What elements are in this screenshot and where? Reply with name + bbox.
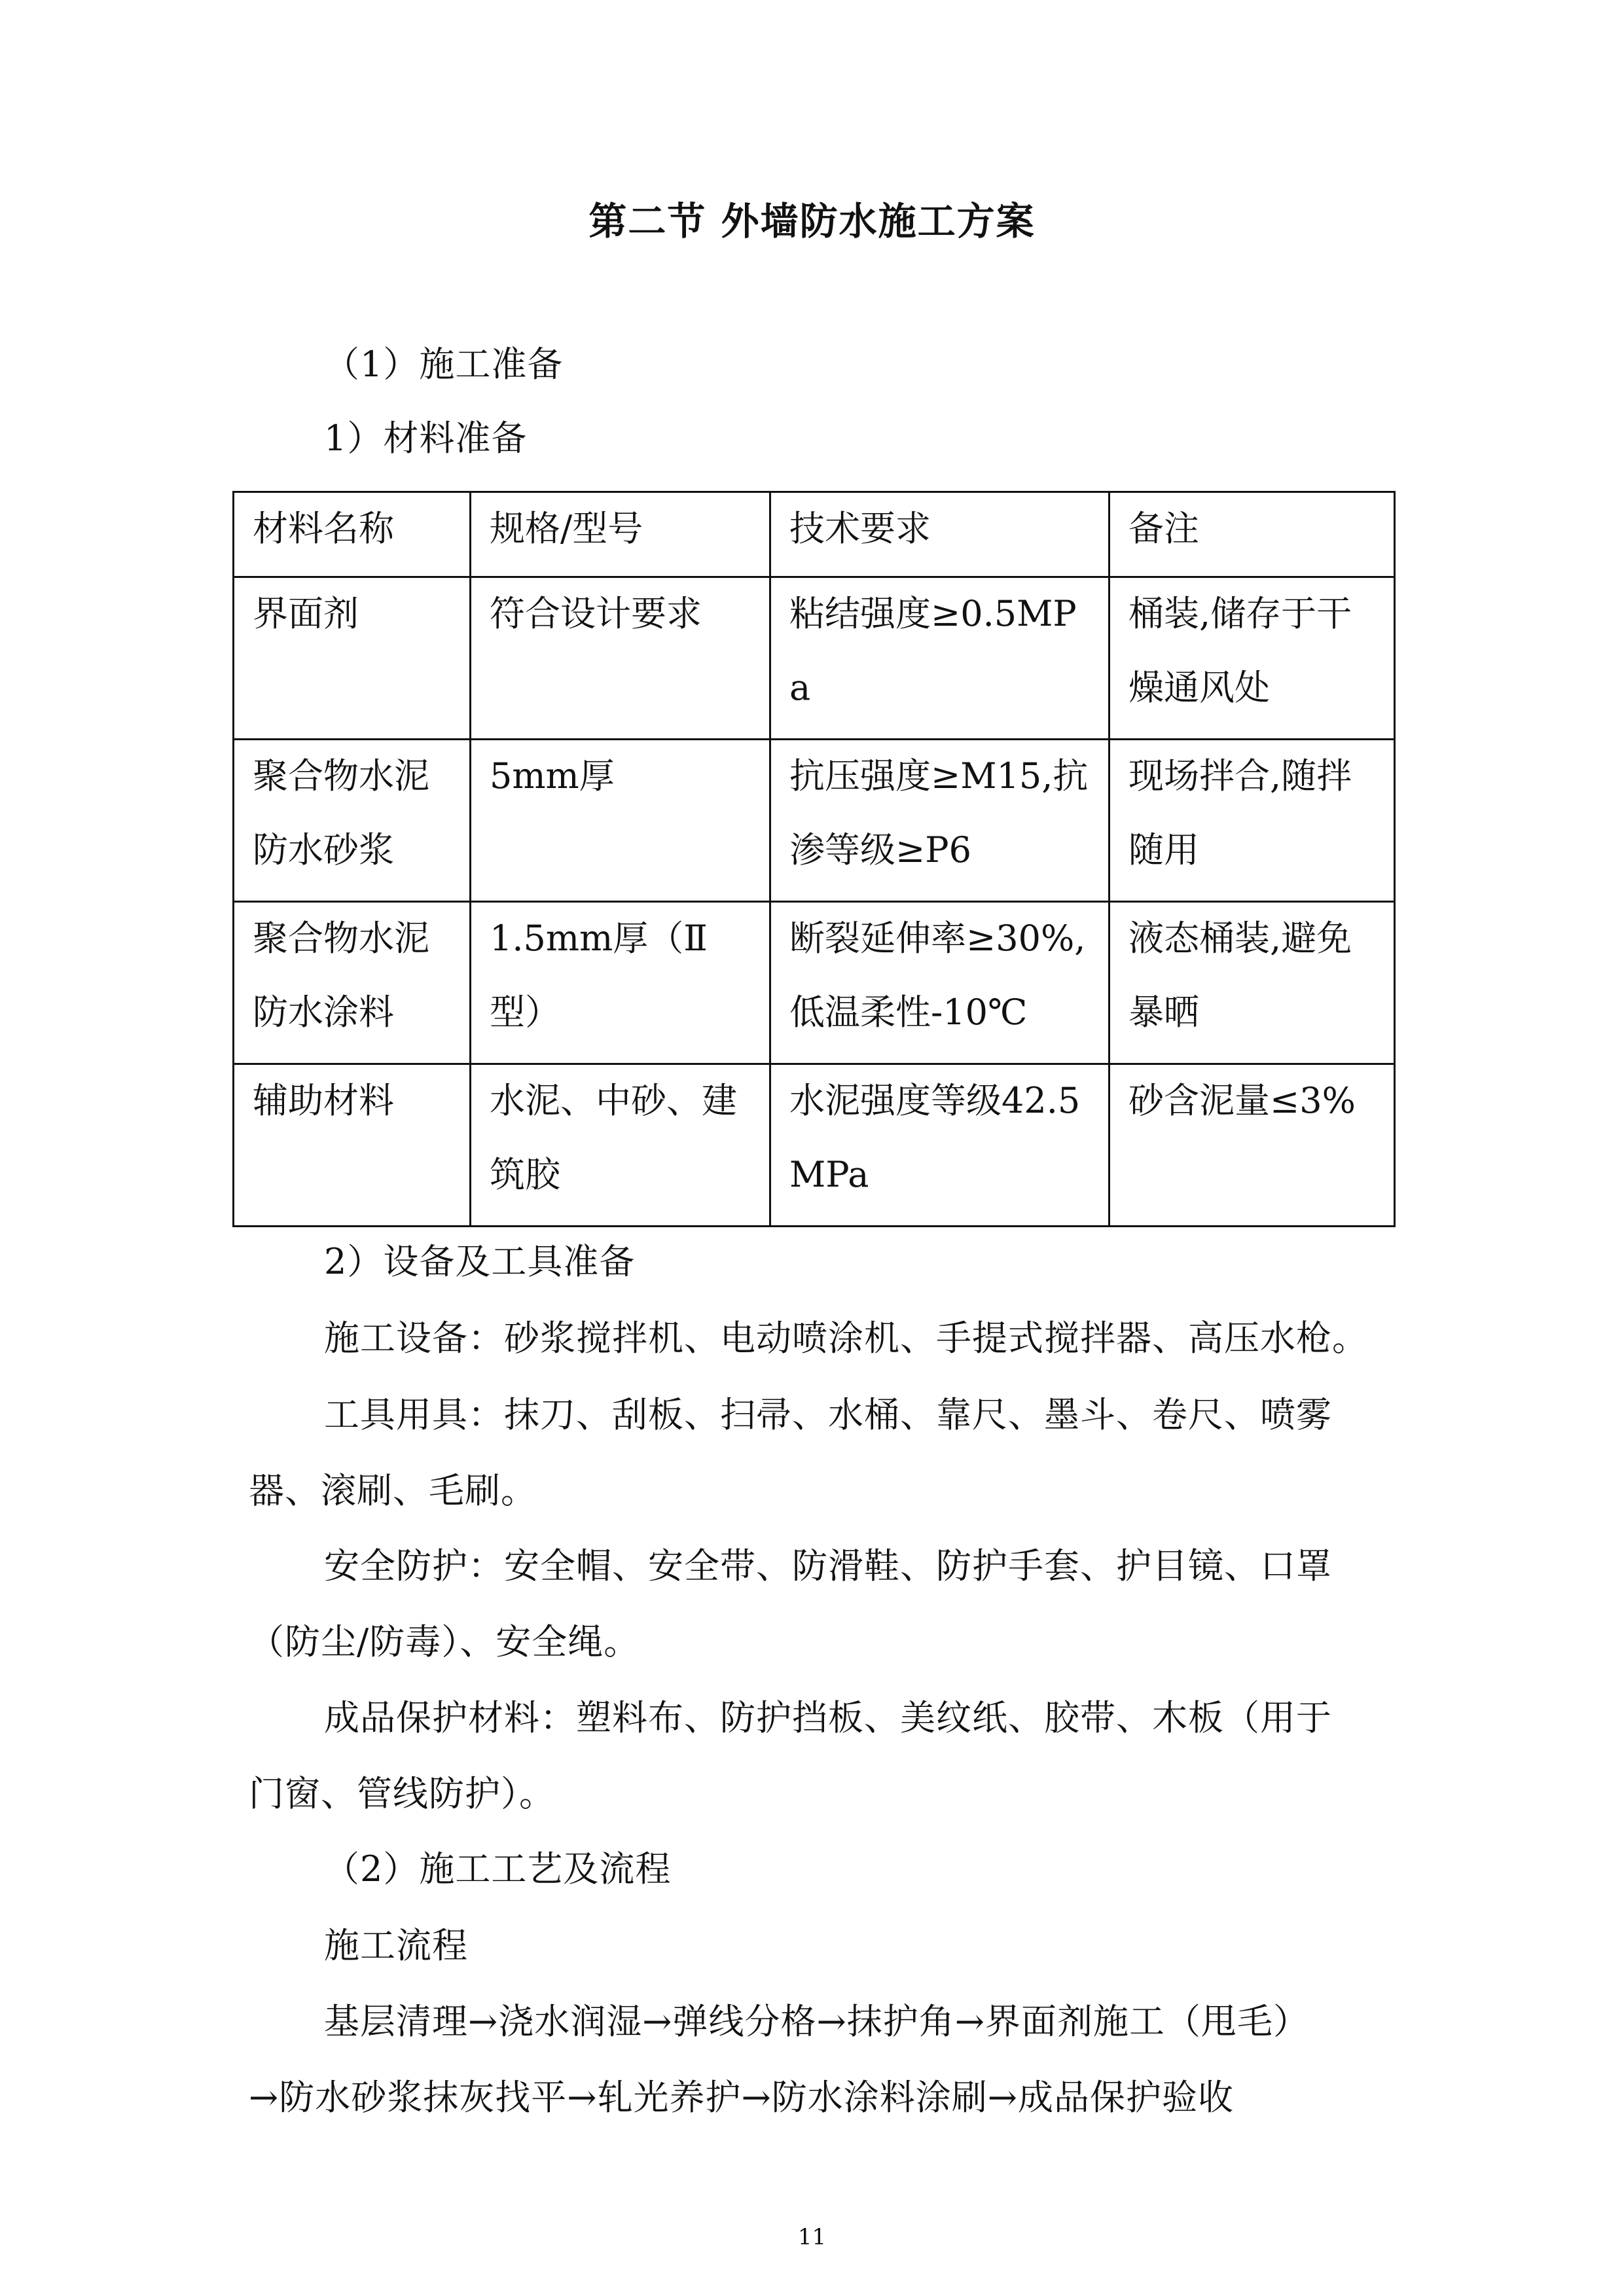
table-row [234, 740, 1395, 902]
table-row [234, 1064, 1395, 1227]
table-cell: 辅助材料 [234, 1064, 471, 1227]
flow-paragraph-line2: →防水砂浆抹灰找平→轧光养护→防水涂料涂刷→成品保护验收 [249, 2077, 1234, 2118]
equipment-paragraph: 施工设备：砂浆搅拌机、电动喷涂机、手提式搅拌器、高压水枪。 [324, 1318, 1368, 1359]
table-cell: 断裂延伸率≥30%,低温柔性-10℃ [770, 902, 1110, 1064]
table-cell: 聚合物水泥防水砂浆 [234, 740, 471, 902]
table-cell: 水泥强度等级42.5MPa [770, 1064, 1110, 1227]
subheading-equipment-preparation: 2）设备及工具准备 [324, 1241, 636, 1282]
subheading-material-preparation: 1）材料准备 [324, 418, 528, 459]
section-heading-preparation: （1）施工准备 [324, 344, 564, 385]
table-row [234, 902, 1395, 1064]
table-cell: 1.5mm厚（Ⅱ型） [471, 902, 770, 1064]
table-cell: 界面剂 [234, 577, 471, 740]
table-cell: 抗压强度≥M15,抗渗等级≥P6 [770, 740, 1110, 902]
section-heading-process: （2）施工工艺及流程 [324, 1848, 672, 1890]
table-cell: 5mm厚 [471, 740, 770, 902]
table-cell: 桶装,储存于干燥通风处 [1110, 577, 1395, 740]
table-cell: 符合设计要求 [471, 577, 770, 740]
table-cell: 现场拌合,随拌随用 [1110, 740, 1395, 902]
table-cell: 聚合物水泥防水涂料 [234, 902, 471, 1064]
tools-paragraph-line2: 器、滚刷、毛刷。 [249, 1470, 537, 1511]
table-header-cell: 规格/型号 [471, 492, 770, 577]
safety-paragraph-line1: 安全防护：安全帽、安全带、防滑鞋、防护手套、护目镜、口罩 [324, 1545, 1332, 1587]
table-cell: 水泥、中砂、建筑胶 [471, 1064, 770, 1227]
page-title: 第二节 外墙防水施工方案 [588, 199, 1036, 243]
safety-paragraph-line2: （防尘/防毒）、安全绳。 [249, 1621, 640, 1662]
table-cell: 液态桶装,避免暴晒 [1110, 902, 1395, 1064]
table-row [234, 577, 1395, 740]
protection-paragraph-line2: 门窗、管线防护）。 [249, 1773, 555, 1814]
table-header-row [234, 492, 1395, 577]
page-number: 11 [797, 2224, 827, 2250]
flow-heading: 施工流程 [324, 1925, 468, 1966]
table-header-cell: 技术要求 [770, 492, 1110, 577]
tools-paragraph-line1: 工具用具：抹刀、刮板、扫帚、水桶、靠尺、墨斗、卷尺、喷雾 [324, 1394, 1332, 1435]
materials-table [232, 491, 1396, 1227]
flow-paragraph-line1: 基层清理→浇水润湿→弹线分格→抹护角→界面剂施工（甩毛） [324, 2001, 1309, 2042]
protection-paragraph-line1: 成品保护材料：塑料布、防护挡板、美纹纸、胶带、木板（用于 [324, 1697, 1332, 1738]
table-header-cell: 备注 [1110, 492, 1395, 577]
table-cell: 砂含泥量≤3% [1110, 1064, 1395, 1227]
table-cell: 粘结强度≥0.5MPa [770, 577, 1110, 740]
table-header-cell: 材料名称 [234, 492, 471, 577]
